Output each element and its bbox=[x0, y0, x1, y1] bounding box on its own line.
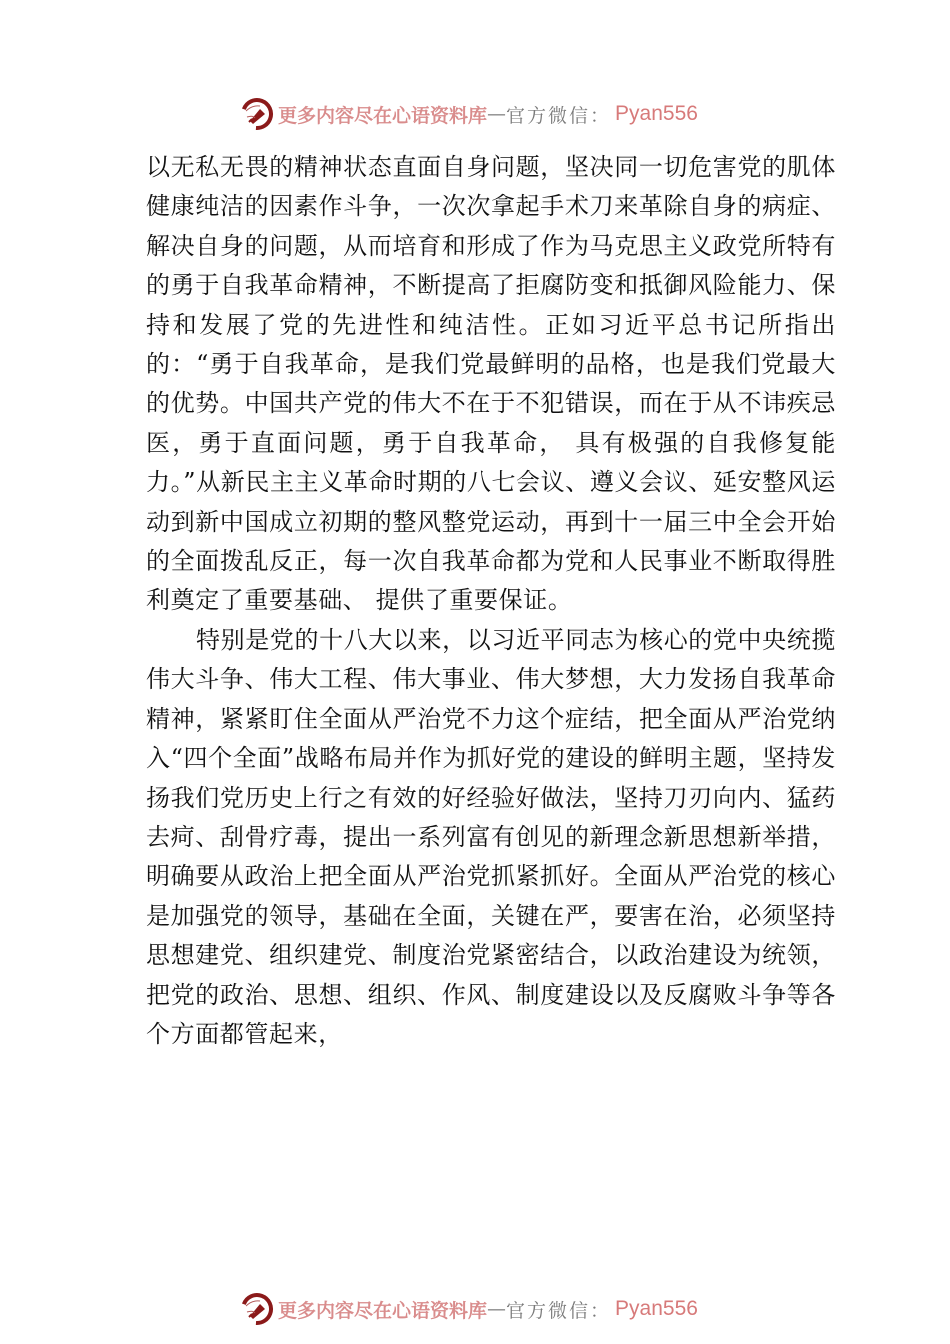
paragraph-1: 以无私无畏的精神状态直面自身问题，坚决同一切危害党的肌体健康纯洁的因素作斗争，一次次拿起手术刀来革除自身的病症、解决自身的问题，从而培育和形成了作为马克思主义政党所特有的勇于自我革命精神，不断提高了拒腐防变和抵御风险能力、保持和发展了党的先进性和纯洁性。正如习近平总书记所指出的：“勇于自我革命，是我们党最鲜明的品格，也是我们党最大的优势。中国共产党的伟大不在于不犯错误，而在于从不讳疾忌医，勇于直面问题，勇于自我革命， 具有极强的自我修复能力。”从新民主主义革命时期的八七会议、遵义会议、延安整风运动到新中国成立初期的整风整党运动，再到十一届三中全会开始的全面拨乱反正，每一次自我革命都为党和人民事业不断取得胜利奠定了重要基础、 提供了重要保证。 bbox=[146, 153, 836, 615]
wechat-label: 官方微信： bbox=[506, 1299, 612, 1322]
wechat-label: 官方微信： bbox=[506, 104, 612, 127]
pen-nib-logo-icon bbox=[240, 1292, 274, 1326]
wechat-id: Pyan556 bbox=[615, 102, 698, 125]
document-body bbox=[146, 148, 836, 1054]
paragraph-2: 特别是党的十八大以来，以习近平同志为核心的党中央统揽伟大斗争、伟大工程、伟大事业、伟大梦想，大力发扬自我革命精神，紧紧盯住全面从严治党不力这个症结，把全面从严治党纳入“四个全面”战略布局并作为抓好党的建设的鲜明主题，坚持发扬我们党历史上行之有效的好经验好做法，坚持刀刃向内、猛药去疴、刮骨疗毒，提出一系列富有创见的新理念新思想新举措，明确要从政治上把全面从严治党抓紧抓好。全面从严治党的核心是加强党的领导，基础在全面，关键在严，要害在治，必须坚持思想建党、组织建党、制度治党紧密结合，以政治建设为统领，把党的政治、思想、组织、作风、制度建设以及反腐败斗争等各个方面都管起来， bbox=[146, 625, 836, 1048]
wechat-id: Pyan556 bbox=[615, 1297, 698, 1320]
separator: — bbox=[487, 103, 507, 125]
site-name: 更多内容尽在心语资料库 bbox=[278, 104, 488, 127]
site-name: 更多内容尽在心语资料库 bbox=[278, 1299, 488, 1322]
separator: — bbox=[487, 1298, 507, 1320]
header-banner bbox=[240, 96, 698, 132]
footer-banner bbox=[240, 1291, 698, 1327]
pen-nib-logo-icon bbox=[240, 97, 274, 131]
